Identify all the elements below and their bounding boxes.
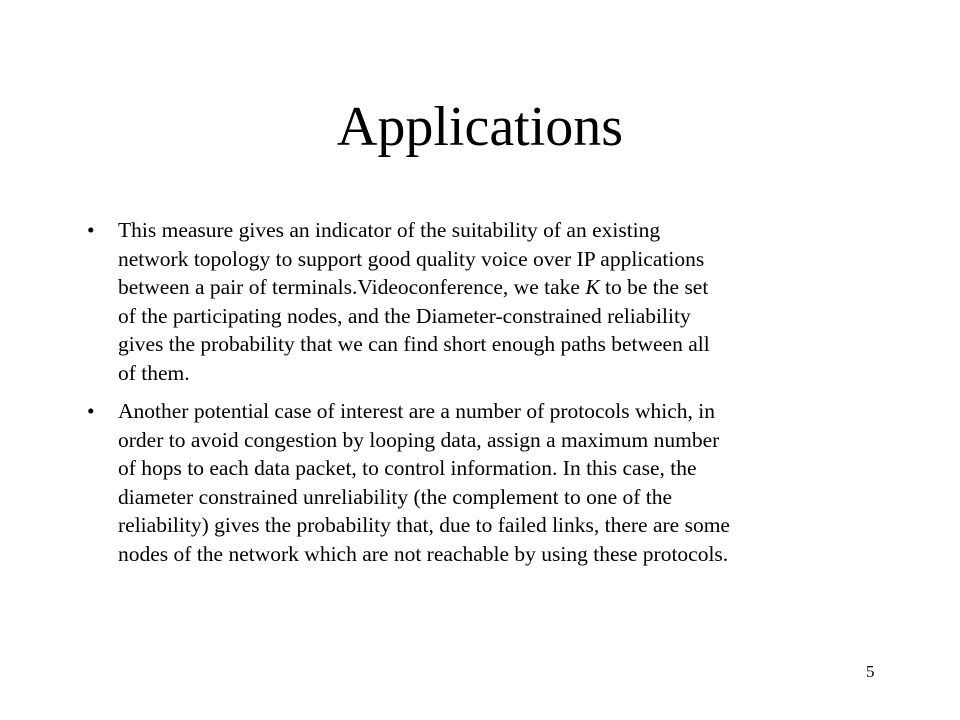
bullet-item (87, 216, 887, 387)
text-line: of the participating nodes, and the Diameter-constrained reliability (118, 303, 691, 328)
text-line (118, 273, 887, 302)
text-line: order to avoid congestion by looping data, assign a maximum number (118, 427, 720, 452)
text-line: nodes of the network which are not reachable by using these protocols. (118, 541, 729, 566)
page-number: 5 (866, 662, 875, 681)
text-line: diameter constrained unreliability (the complement to one of the (118, 484, 673, 509)
text-segment: between a pair of terminals.Videoconference, we take (118, 275, 586, 299)
text-line: network topology to support good quality voice over IP applications (118, 246, 705, 271)
text-segment: to be the set (599, 275, 709, 299)
text-line: gives the probability that we can find short enough paths between all (118, 332, 710, 356)
slide-title: Applications (336, 96, 624, 158)
bullet-item (87, 397, 887, 568)
text-line: reliability) gives the probability that, due to failed links, there are some (118, 513, 730, 537)
italic-symbol: K (585, 275, 600, 299)
bullet-text (118, 397, 887, 568)
text-line: of them. (118, 360, 190, 385)
text-line: This measure gives an indicator of the suitability of an existing (118, 218, 661, 242)
text-line: of hops to each data packet, to control information. In this case, the (118, 456, 697, 480)
bullet-dot-icon: • (87, 218, 95, 242)
bullet-text (118, 216, 887, 387)
text-line: Another potential case of interest are a number of protocols which, in (118, 399, 716, 423)
bullet-list (87, 216, 887, 578)
bullet-dot-icon: • (87, 399, 95, 423)
